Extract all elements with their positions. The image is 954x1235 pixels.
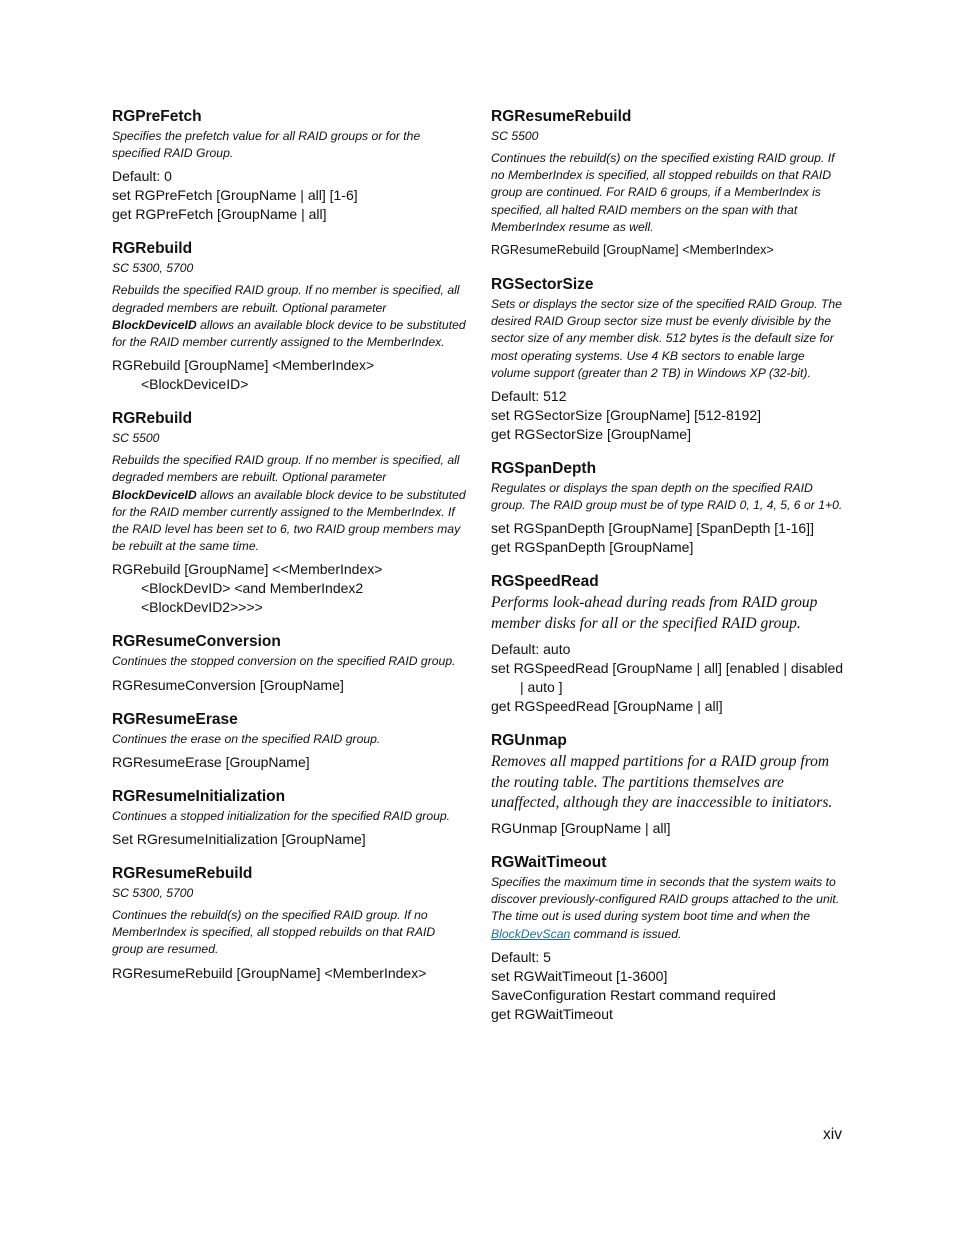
entry-description: Continues a stopped initialization for the specified RAID group. xyxy=(112,808,451,823)
set-command: set RGSectorSize [GroupName] [512-8192] xyxy=(491,407,762,424)
entry-rgresumerebuild-sc5300 xyxy=(112,865,468,983)
entry-title: RGResumeConversion xyxy=(112,633,281,651)
entry-description: Sets or displays the sector size of the specified RAID Group. The desired RAID Group sector size must be evenly divisible by the sector size of any member disk. 512 bytes is the default size for most operating systems. Use 4 KB sectors to enable large volume support (greater than 2 TB) in Windows XP (32-bit). xyxy=(491,297,842,380)
entry-rgresumeerase xyxy=(112,711,468,772)
entry-rgwaittimeout xyxy=(491,854,847,1024)
description-text: Rebuilds the specified RAID group. If no member is specified, all degraded members are rebuilt. Optional parameter xyxy=(112,283,460,315)
set-command: set RGPreFetch [GroupName | all] [1-6] xyxy=(112,187,358,204)
entry-title: RGRebuild xyxy=(112,410,193,428)
entry-rgrebuild-sc5500 xyxy=(112,410,468,617)
entry-rgspandepth xyxy=(491,460,847,557)
entry-rgresumeconversion xyxy=(112,633,468,694)
entry-description: Continues the rebuild(s) on the specified RAID group. If no MemberIndex is specified, all stopped rebuilds on that RAID group are resumed. xyxy=(112,908,436,957)
entry-title: RGResumeInitialization xyxy=(112,787,286,805)
default-value: Default: auto xyxy=(491,640,571,657)
entry-title: RGResumeRebuild xyxy=(112,865,253,883)
get-command: get RGSpanDepth [GroupName] xyxy=(491,539,694,556)
description-text: allows an available block device to be substituted for the RAID member currently assigned to the MemberIndex. If the RAID level has been set to 6, two RAID group members may be rebuilt at the same time. xyxy=(112,487,466,554)
model-label: SC 5500 xyxy=(491,129,539,143)
description-text: Rebuilds the specified RAID group. If no member is specified, all degraded members are rebuilt. Optional parameter xyxy=(112,453,460,485)
command-syntax: RGRebuild [GroupName] <MemberIndex> <BlockDeviceID> xyxy=(112,357,375,393)
right-column xyxy=(491,108,847,1040)
entry-description xyxy=(112,282,468,351)
entry-title: RGUnmap xyxy=(491,731,567,749)
set-command: set RGSpanDepth [GroupName] [SpanDepth [1-16]] xyxy=(491,520,814,537)
entry-rgsectorsize xyxy=(491,276,847,444)
model-label: SC 5300, 5700 xyxy=(112,261,194,276)
entry-title: RGSpanDepth xyxy=(491,460,597,478)
model-label: SC 5300, 5700 xyxy=(112,886,194,901)
entry-description: Performs look-ahead during reads from RAID group member disks for all or the specified RAID group. xyxy=(491,594,818,633)
page-number: xiv xyxy=(823,1126,842,1143)
entry-title: RGSpeedRead xyxy=(491,573,599,591)
command-syntax: RGResumeErase [GroupName] xyxy=(112,753,310,770)
entry-title: RGResumeRebuild xyxy=(491,108,632,125)
entry-title: RGPreFetch xyxy=(112,108,202,125)
command-syntax: RGUnmap [GroupName | all] xyxy=(491,819,671,836)
entry-description xyxy=(491,874,847,943)
entry-description: Specifies the prefetch value for all RAID groups or for the specified RAID Group. xyxy=(112,129,421,161)
entry-rgspeedread xyxy=(491,573,847,715)
default-value: Default: 5 xyxy=(491,948,551,965)
entry-rgunmap xyxy=(491,732,847,838)
get-command: get RGPreFetch [GroupName | all] xyxy=(112,206,327,223)
parameter-name: BlockDeviceID xyxy=(112,317,197,332)
get-command: get RGSectorSize [GroupName] xyxy=(491,426,691,443)
command-syntax: RGResumeRebuild [GroupName] <MemberIndex> xyxy=(491,243,774,258)
entry-description: Continues the stopped conversion on the specified RAID group. xyxy=(112,654,456,669)
default-value: Default: 512 xyxy=(491,388,567,405)
entry-rgresumeinitialization xyxy=(112,788,468,849)
entry-rgrebuild-sc5300 xyxy=(112,240,468,394)
entry-title: RGWaitTimeout xyxy=(491,853,607,871)
entry-rgprefetch xyxy=(112,108,468,224)
entry-rgresumerebuild-sc5500 xyxy=(491,108,847,260)
model-label: SC 5500 xyxy=(112,431,160,446)
entry-title: RGSectorSize xyxy=(491,276,594,294)
parameter-name: BlockDeviceID xyxy=(112,487,197,502)
command-syntax: RGResumeConversion [GroupName] xyxy=(112,676,344,693)
entry-title: RGResumeErase xyxy=(112,710,238,728)
entry-description: Continues the erase on the specified RAID group. xyxy=(112,731,381,746)
get-command: get RGWaitTimeout xyxy=(491,1005,613,1022)
default-value: Default: 0 xyxy=(112,168,172,185)
command-syntax: RGResumeRebuild [GroupName] <MemberIndex> xyxy=(112,964,427,981)
note-text: SaveConfiguration Restart command required xyxy=(491,986,776,1003)
entry-description: Continues the rebuild(s) on the specified existing RAID group. If no MemberIndex is specified, all stopped rebuilds on that RAID group are continued. For RAID 6 groups, if a MemberIndex is specified, all halted RAID members on the span with that MemberIndex resume as well. xyxy=(491,151,835,234)
entry-title: RGRebuild xyxy=(112,240,193,258)
left-column xyxy=(112,108,468,999)
set-command: set RGSpeedRead [GroupName | all] [enabled | disabled | auto ] xyxy=(491,659,844,695)
entry-description: Removes all mapped partitions for a RAID group from the routing table. The partitions themselves are unaffected, although they are inaccessible to initiators. xyxy=(491,752,833,812)
description-text: allows an available block device to be substituted for the RAID member currently assigned to the MemberIndex. xyxy=(112,317,466,350)
command-syntax: Set RGresumeInitialization [GroupName] xyxy=(112,831,366,848)
get-command: get RGSpeedRead [GroupName | all] xyxy=(491,697,723,714)
set-command: set RGWaitTimeout [1-3600] xyxy=(491,967,668,984)
command-syntax: RGRebuild [GroupName] <<MemberIndex> <BlockDevID> <and MemberIndex2 <BlockDevID2>>>> xyxy=(112,561,383,616)
entry-description xyxy=(112,452,468,555)
entry-description: Regulates or displays the span depth on the specified RAID group. The RAID group must be of type RAID 0, 1, 4, 5, 6 or 1+0. xyxy=(491,481,843,513)
blockdevscan-link[interactable]: BlockDevScan xyxy=(491,926,571,941)
description-text: command is issued. xyxy=(573,926,682,941)
description-text: Specifies the maximum time in seconds that the system waits to discover previously-configured RAID groups attached to the unit. The time out is used during system boot time and when the xyxy=(491,874,840,924)
